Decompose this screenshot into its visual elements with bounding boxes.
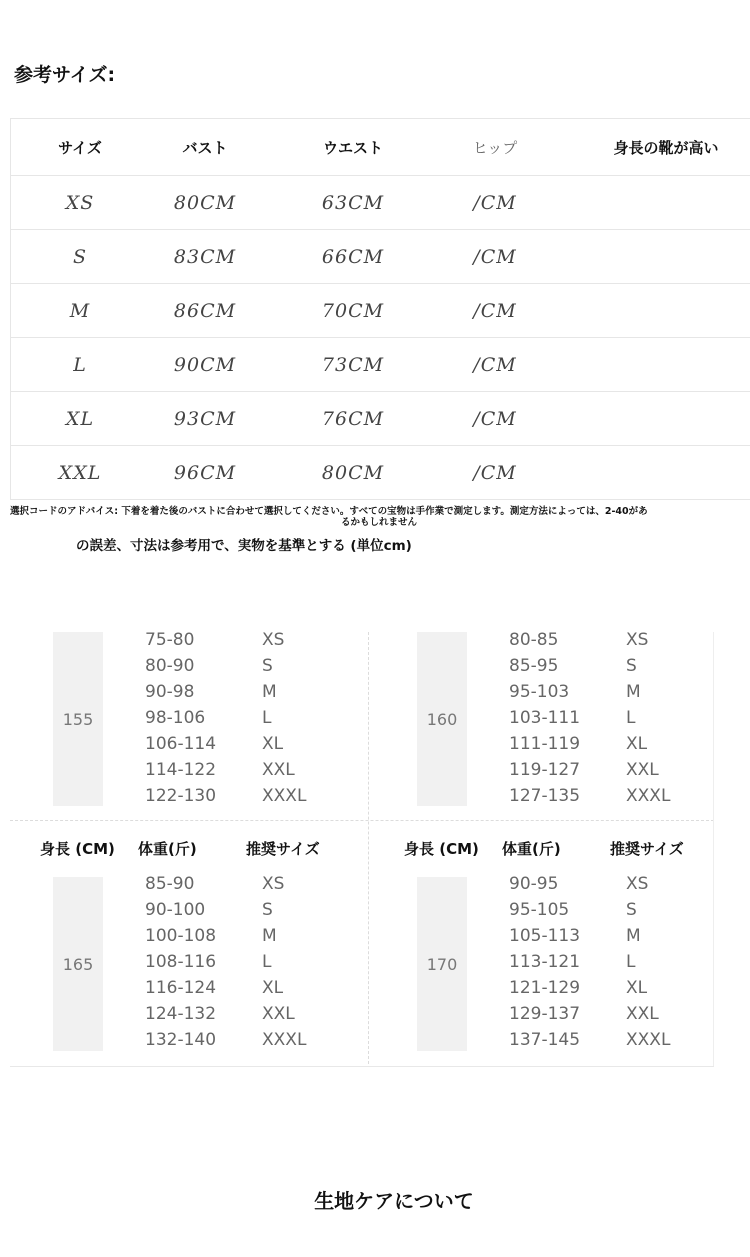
- row-hip: /CM: [473, 407, 517, 430]
- list-item: [53, 1027, 393, 1053]
- recommended-size: XL: [626, 978, 648, 998]
- recommended-size: XXXL: [626, 786, 671, 806]
- recommended-size: M: [626, 682, 641, 702]
- chart-height-165: [53, 874, 393, 1057]
- table-row: [11, 446, 750, 500]
- weight-range: 98-106: [145, 708, 206, 728]
- list-item: [53, 679, 393, 705]
- weight-range: 85-90: [145, 874, 195, 894]
- page-title: 参考サイズ:: [14, 64, 116, 86]
- weight-range: 114-122: [145, 760, 217, 780]
- header-height-heels: 身長の靴が高い: [613, 138, 719, 157]
- weight-range: 105-113: [509, 926, 581, 946]
- row-size: XL: [65, 407, 95, 430]
- row-hip: /CM: [473, 191, 517, 214]
- row-bust: 90CM: [173, 353, 237, 376]
- weight-range: 119-127: [509, 760, 581, 780]
- recommended-size: XL: [626, 734, 648, 754]
- recommended-size: M: [626, 926, 641, 946]
- weight-range: 127-135: [509, 786, 581, 806]
- weight-range: 122-130: [145, 786, 217, 806]
- recommended-size: XS: [626, 874, 649, 894]
- weight-range: 137-145: [509, 1030, 581, 1050]
- recommended-size: XXL: [262, 1004, 295, 1024]
- chart-divider-bottom: [10, 1066, 714, 1067]
- row-hip: /CM: [473, 461, 517, 484]
- recommended-size: S: [262, 900, 273, 920]
- recommended-size: L: [262, 952, 272, 972]
- recommended-size: XXL: [626, 1004, 659, 1024]
- recommended-size: XXL: [626, 760, 659, 780]
- recommended-size: XXXL: [262, 786, 307, 806]
- chart-header-weight: 体重(斤): [138, 840, 197, 858]
- list-item: [417, 1027, 750, 1053]
- list-item: [53, 653, 393, 679]
- recommended-size: XS: [626, 630, 649, 650]
- row-hip: /CM: [473, 299, 517, 322]
- row-hip: /CM: [473, 245, 517, 268]
- list-item: [417, 897, 750, 923]
- row-size: XS: [65, 191, 95, 214]
- list-item: [417, 679, 750, 705]
- recommended-size: XS: [262, 874, 285, 894]
- row-waist: 80CM: [321, 461, 385, 484]
- weight-range: 132-140: [145, 1030, 217, 1050]
- weight-range: 80-85: [509, 630, 559, 650]
- row-bust: 93CM: [173, 407, 237, 430]
- recommended-size: XXXL: [262, 1030, 307, 1050]
- row-size: M: [69, 299, 91, 322]
- table-row: [11, 392, 750, 446]
- list-item: [417, 627, 750, 653]
- row-waist: 73CM: [321, 353, 385, 376]
- row-waist: 70CM: [321, 299, 385, 322]
- weight-range: 85-95: [509, 656, 559, 676]
- fabric-care-heading: 生地ケアについて: [314, 1189, 474, 1213]
- chart-height-155: [53, 632, 393, 812]
- size-advice-note: [10, 506, 748, 528]
- size-table-header: [11, 119, 750, 176]
- list-item: [417, 653, 750, 679]
- recommended-size: S: [626, 656, 637, 676]
- recommended-size: XL: [262, 978, 284, 998]
- weight-range: 80-90: [145, 656, 195, 676]
- height-value: 170: [417, 877, 467, 1051]
- list-item: [53, 783, 393, 809]
- list-item: [53, 1001, 393, 1027]
- recommended-size: XXXL: [626, 1030, 671, 1050]
- size-table: [10, 118, 750, 500]
- list-item: [53, 923, 393, 949]
- weight-range: 111-119: [509, 734, 581, 754]
- weight-range: 95-105: [509, 900, 570, 920]
- recommended-size: XS: [262, 630, 285, 650]
- recommended-size: L: [262, 708, 272, 728]
- chart-header-size: 推奨サイズ: [610, 840, 684, 858]
- weight-range: 75-80: [145, 630, 195, 650]
- weight-range: 124-132: [145, 1004, 217, 1024]
- list-item: [53, 731, 393, 757]
- row-waist: 66CM: [321, 245, 385, 268]
- weight-range: 113-121: [509, 952, 581, 972]
- weight-range: 90-100: [145, 900, 206, 920]
- weight-range: 90-98: [145, 682, 195, 702]
- recommended-size: S: [262, 656, 273, 676]
- recommended-size: M: [262, 926, 277, 946]
- weight-range: 100-108: [145, 926, 217, 946]
- recommended-size: XL: [262, 734, 284, 754]
- list-item: [417, 1001, 750, 1027]
- size-advice-line1b: るかもしれません: [340, 517, 417, 528]
- list-item: [417, 949, 750, 975]
- weight-range: 90-95: [509, 874, 559, 894]
- recommended-size: L: [626, 952, 636, 972]
- list-item: [53, 705, 393, 731]
- size-advice-note-2: の誤差、寸法は参考用で、実物を基準とする (単位cm): [76, 538, 412, 554]
- table-row: [11, 284, 750, 338]
- list-item: [53, 871, 393, 897]
- header-waist: ウエスト: [322, 138, 384, 157]
- list-item: [53, 627, 393, 653]
- row-waist: 63CM: [321, 191, 385, 214]
- weight-range: 129-137: [509, 1004, 581, 1024]
- weight-range: 108-116: [145, 952, 217, 972]
- header-bust: バスト: [182, 138, 228, 157]
- list-item: [417, 975, 750, 1001]
- row-bust: 83CM: [173, 245, 237, 268]
- recommended-size: S: [626, 900, 637, 920]
- list-item: [417, 757, 750, 783]
- weight-range: 116-124: [145, 978, 217, 998]
- weight-range: 106-114: [145, 734, 217, 754]
- chart-header-height: 身長 (CM): [404, 840, 479, 858]
- list-item: [417, 923, 750, 949]
- table-row: [11, 230, 750, 284]
- header-hip: ヒップ: [472, 138, 518, 157]
- height-value: 160: [417, 632, 467, 806]
- weight-range: 95-103: [509, 682, 570, 702]
- list-item: [53, 757, 393, 783]
- chart-header-height: 身長 (CM): [40, 840, 115, 858]
- row-hip: /CM: [473, 353, 517, 376]
- height-value: 165: [53, 877, 103, 1051]
- row-bust: 86CM: [173, 299, 237, 322]
- size-advice-line1: 選択コードのアドバイス: 下着を着た後のバストに合わせて選択してください。すべての宝物は手作業で測定します。測定方法によっては、2-40があ: [10, 506, 648, 517]
- chart-header-size: 推奨サイズ: [246, 840, 320, 858]
- row-size: L: [73, 353, 87, 376]
- row-waist: 76CM: [321, 407, 385, 430]
- list-item: [53, 949, 393, 975]
- row-bust: 80CM: [173, 191, 237, 214]
- list-item: [417, 871, 750, 897]
- weight-range: 103-111: [509, 708, 581, 728]
- weight-range: 121-129: [509, 978, 581, 998]
- list-item: [417, 783, 750, 809]
- height-value: 155: [53, 632, 103, 806]
- list-item: [417, 731, 750, 757]
- header-size: サイズ: [58, 138, 102, 157]
- row-size: S: [72, 245, 88, 268]
- recommended-size: L: [626, 708, 636, 728]
- list-item: [417, 705, 750, 731]
- table-row: [11, 338, 750, 392]
- recommended-size: M: [262, 682, 277, 702]
- list-item: [53, 975, 393, 1001]
- recommended-size: XXL: [262, 760, 295, 780]
- list-item: [53, 897, 393, 923]
- chart-header-weight: 体重(斤): [502, 840, 561, 858]
- row-bust: 96CM: [173, 461, 237, 484]
- chart-height-160: [417, 632, 750, 812]
- table-row: [11, 176, 750, 230]
- chart-height-170: [417, 874, 750, 1057]
- chart-divider-horizontal: [10, 820, 714, 821]
- row-size: XXL: [58, 461, 102, 484]
